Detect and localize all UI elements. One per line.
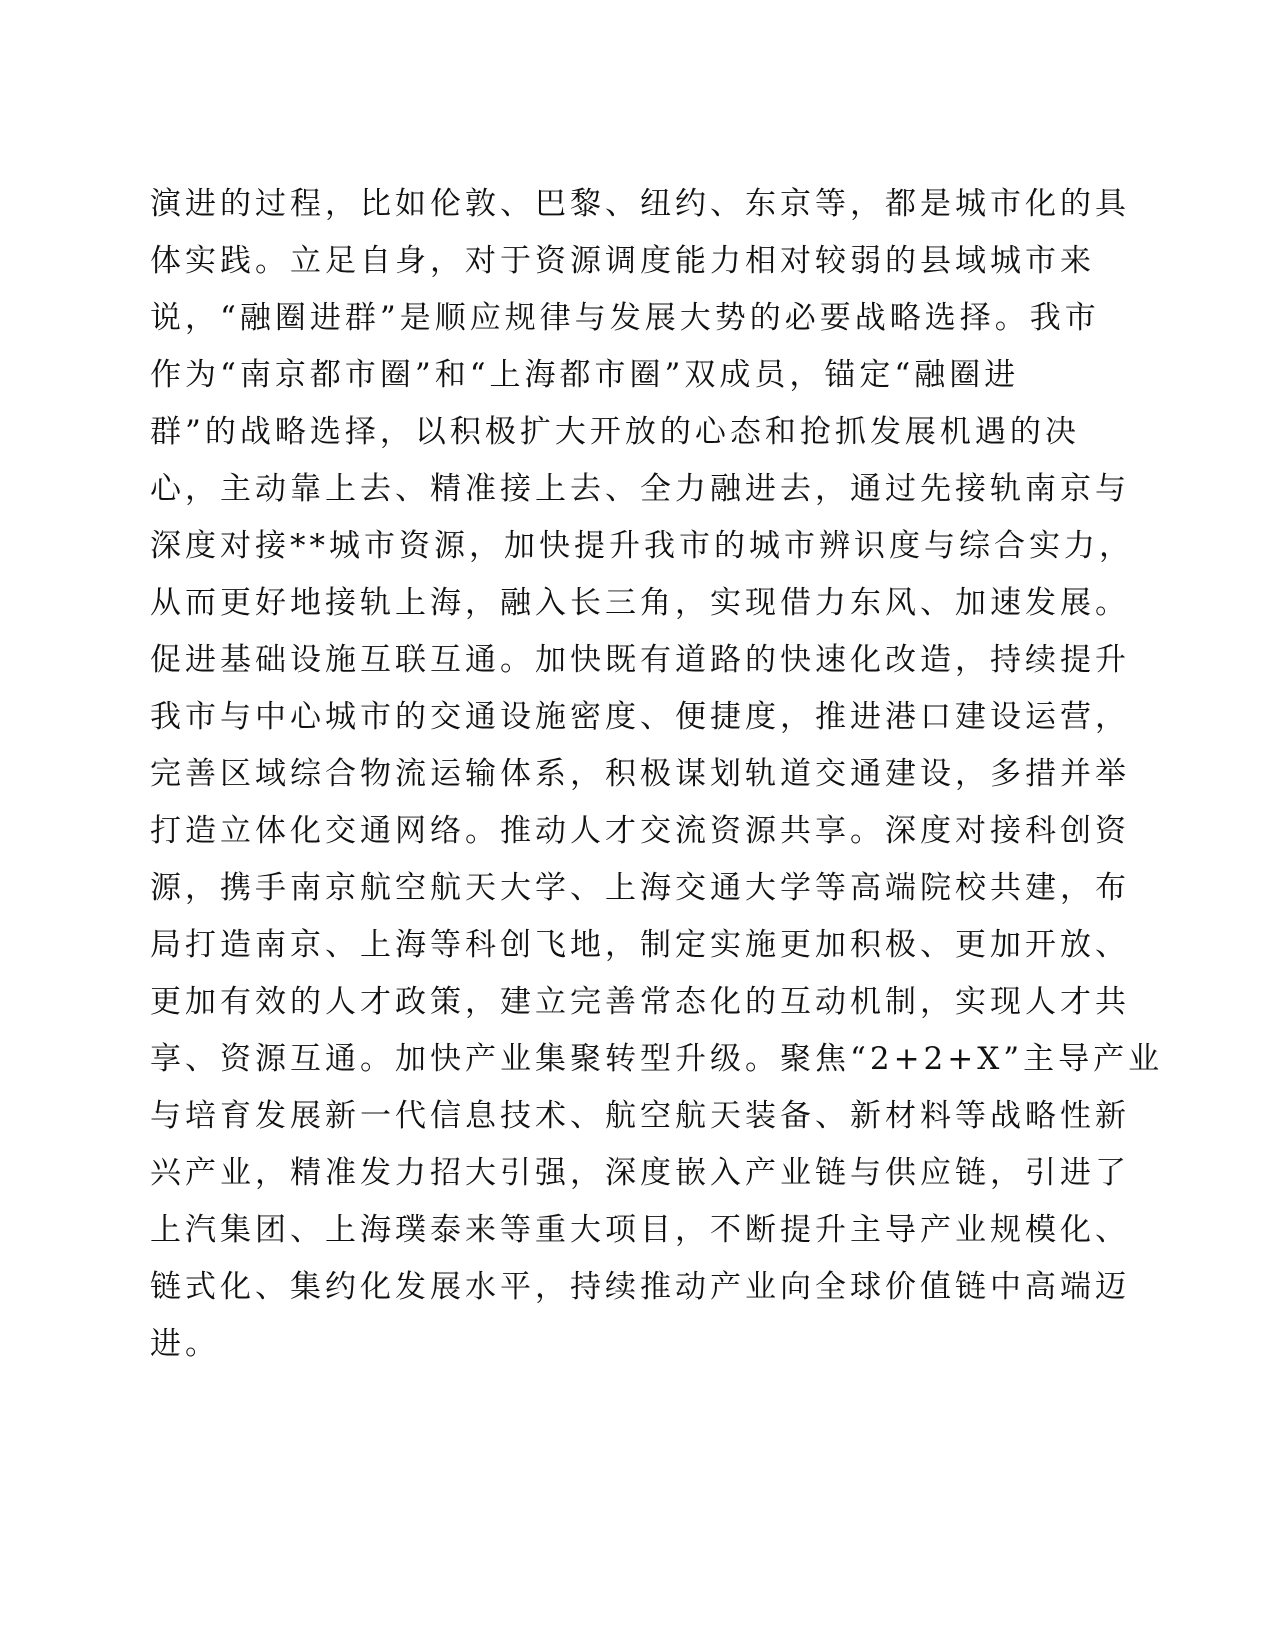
text-line-7: 深度对接**城市资源，加快提升我市的城市辨识度与综合实力， [150,528,1134,564]
text-line-3: 说，“融圈进群”是顺应规律与发展大势的必要战略选择。我市 [150,300,1100,336]
text-line-20: 链式化、集约化发展水平，持续推动产业向全球价值链中高端迈 [150,1269,1130,1305]
text-line-17: 与培育发展新一代信息技术、航空航天装备、新材料等战略性新 [150,1098,1130,1134]
text-line-19: 上汽集团、上海璞泰来等重大项目，不断提升主导产业规模化、 [150,1212,1130,1248]
text-line-18: 兴产业，精准发力招大引强，深度嵌入产业链与供应链，引进了 [150,1155,1130,1191]
text-line-2: 体实践。立足自身，对于资源调度能力相对较弱的县域城市来 [150,243,1095,279]
text-line-13: 源，携手南京航空航天大学、上海交通大学等高端院校共建，布 [150,870,1130,906]
text-line-8: 从而更好地接轨上海，融入长三角，实现借力东风、加速发展。 [150,585,1130,621]
text-line-14: 局打造南京、上海等科创飞地，制定实施更加积极、更加开放、 [150,927,1130,963]
text-line-4: 作为“南京都市圈”和“上海都市圈”双成员，锚定“融圈进 [150,357,1020,393]
text-line-6: 心，主动靠上去、精准接上去、全力融进去，通过先接轨南京与 [150,471,1130,507]
text-line-5: 群”的战略选择，以积极扩大开放的心态和抢抓发展机遇的决 [150,414,1080,450]
text-line-1: 演进的过程，比如伦敦、巴黎、纽约、东京等，都是城市化的具 [150,186,1130,222]
text-line-15: 更加有效的人才政策，建立完善常态化的互动机制，实现人才共 [150,984,1130,1020]
text-line-11: 完善区域综合物流运输体系，积极谋划轨道交通建设，多措并举 [150,756,1130,792]
text-line-21: 进。 [150,1326,220,1362]
text-line-10: 我市与中心城市的交通设施密度、便捷度，推进港口建设运营， [150,699,1130,735]
text-line-12: 打造立体化交通网络。推动人才交流资源共享。深度对接科创资 [150,813,1130,849]
text-line-16: 享、资源互通。加快产业集聚转型升级。聚焦“2+2+X”主导产业 [150,1041,1164,1077]
text-line-9: 促进基础设施互联互通。加快既有道路的快速化改造，持续提升 [150,642,1130,678]
body-text [150,176,1164,1373]
